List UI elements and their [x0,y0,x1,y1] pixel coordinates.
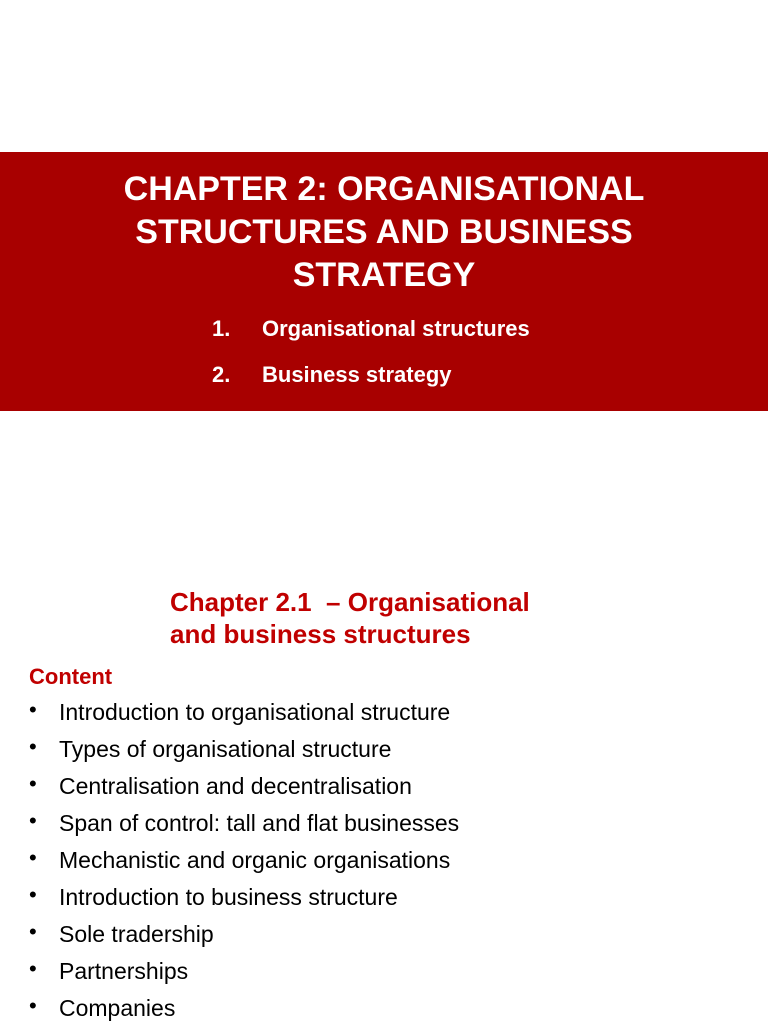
list-item-text: Sole tradership [59,921,214,947]
bullet-icon: • [29,808,37,833]
bullet-icon: • [29,882,37,907]
bullet-icon: • [29,993,37,1018]
list-item-text: Partnerships [59,958,189,984]
section-title-line: Chapter 2.1 – Organisational [170,587,530,617]
list-item [0,768,768,805]
section-title [170,586,530,650]
list-item [0,916,768,953]
section-title-line: and business structures [170,619,471,649]
bullet-icon: • [29,734,37,759]
content-heading: Content [29,664,113,689]
chapter-title-line: STRATEGY [292,256,476,294]
chapter-title-line: STRUCTURES AND BUSINESS [135,213,633,251]
bullet-icon: • [29,919,37,944]
list-item-text: Span of control: tall and flat businesses [59,810,460,836]
list-item-text: Centralisation and decentralisation [59,773,412,799]
bullet-icon: • [29,956,37,981]
list-item [0,805,768,842]
list-item [0,879,768,916]
bullet-icon: • [29,771,37,796]
list-item [0,731,768,768]
list-item [0,694,768,731]
outline-item [0,309,768,349]
bullet-icon: • [29,697,37,722]
list-item-text: Companies [59,995,176,1021]
outline-item-label: Business strategy [262,362,452,387]
list-item [0,953,768,990]
list-item [0,842,768,879]
outline-item [0,355,768,395]
list-item-text: Mechanistic and organic organisations [59,847,451,873]
list-item [0,990,768,1027]
chapter-title [0,168,768,297]
outline-item-number: 2. [212,362,231,387]
chapter-title-line: CHAPTER 2: ORGANISATIONAL [123,170,645,208]
bullet-icon: • [29,845,37,870]
outline-item-number: 1. [212,316,231,341]
list-item-text: Introduction to organisational structure [59,699,451,725]
list-item-text: Types of organisational structure [59,736,392,762]
list-item-text: Introduction to business structure [59,884,398,910]
outline-item-label: Organisational structures [262,316,530,341]
